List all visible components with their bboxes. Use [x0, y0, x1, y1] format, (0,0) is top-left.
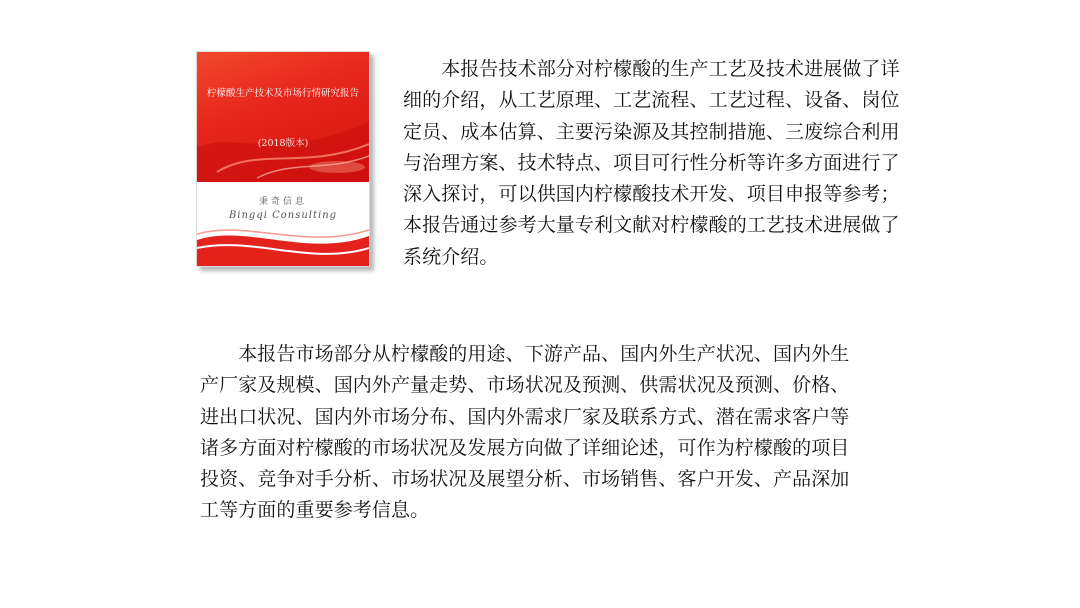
paragraph-line: 深入探讨，可以供国内柠檬酸技术开发、项目申报等参考；	[403, 183, 900, 206]
paragraph-line: 本报告技术部分对柠檬酸的生产工艺及技术进展做了详	[403, 58, 900, 80]
paragraph-line: 细的介绍，从工艺原理、工艺流程、工艺过程、设备、岗位	[403, 89, 900, 112]
paragraph-line: 本报告通过参考大量专利文献对柠檬酸的工艺技术进展做了	[403, 214, 900, 237]
cover-company-cn: 秉奇信息	[258, 197, 307, 207]
paragraph-line: 投资、竞争对手分析、市场状况及展望分析、市场销售、客户开发、产品深加	[200, 468, 850, 491]
report-cover-image	[196, 51, 370, 267]
paragraph-line: 系统介绍。	[403, 245, 499, 268]
paragraph-line: 与治理方案、技术特点、项目可行性分析等许多方面进行了	[403, 151, 900, 174]
paragraph-line: 工等方面的重要参考信息。	[200, 499, 430, 522]
cover-wave-decoration	[197, 52, 369, 266]
market-section-paragraph	[200, 339, 849, 527]
paragraph-line: 定员、成本估算、主要污染源及其控制措施、三废综合利用	[403, 120, 900, 143]
cover-title: 柠檬酸生产技术及市场行情研究报告	[206, 88, 359, 99]
paragraph-line: 产厂家及规模、国内外产量走势、市场状况及预测、供需状况及预测、价格、	[200, 374, 850, 397]
cover-edition: (2018版本)	[257, 138, 309, 149]
technology-section-paragraph	[403, 54, 900, 273]
paragraph-line: 进出口状况、国内外市场分布、国内外需求厂家及联系方式、潜在需求客户等	[200, 405, 850, 428]
cover-company-en: Bingqi Consulting	[228, 210, 338, 221]
paragraph-line: 诸多方面对柠檬酸的市场状况及发展方向做了详细论述，可作为柠檬酸的项目	[200, 436, 850, 459]
paragraph-line: 本报告市场部分从柠檬酸的用途、下游产品、国内外生产状况、国内外生	[200, 343, 850, 365]
